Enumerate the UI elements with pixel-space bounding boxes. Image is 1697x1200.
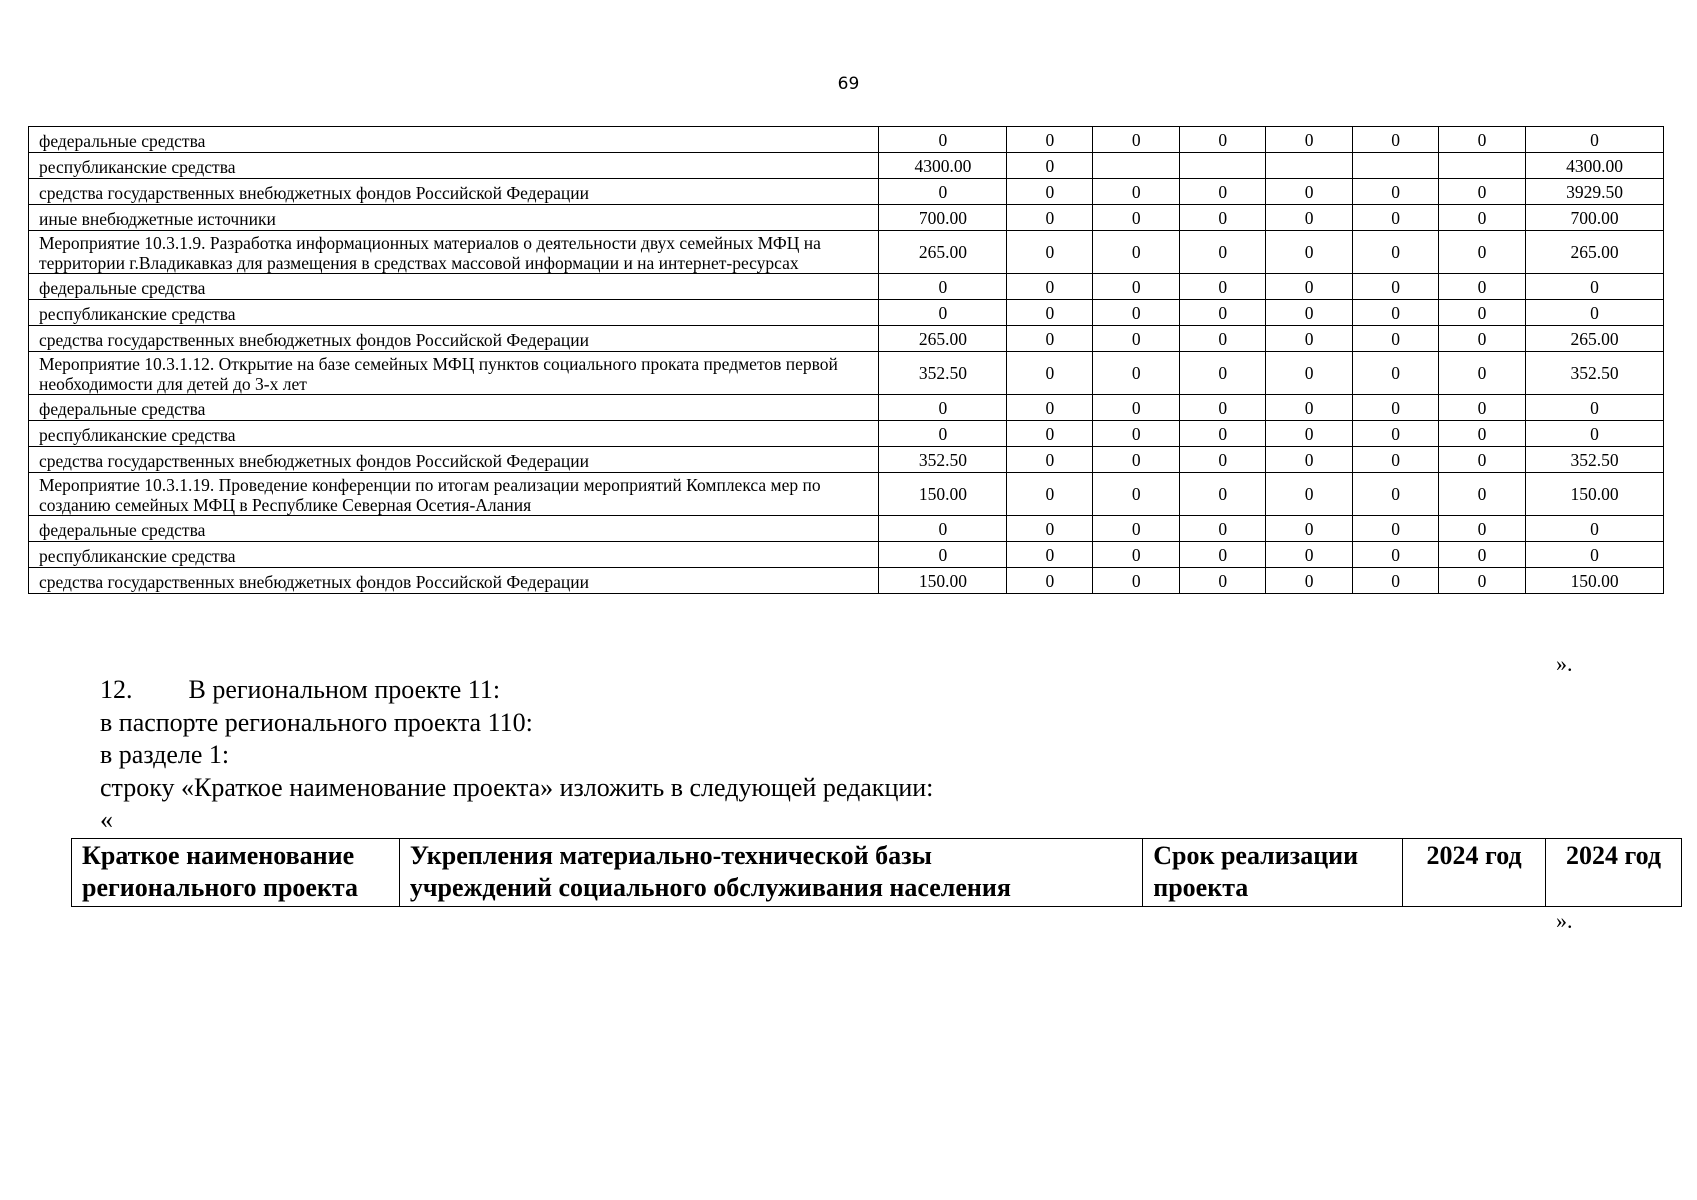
- value-cell: 0: [1353, 127, 1439, 153]
- value-cell: 0: [1093, 274, 1180, 300]
- end-year-cell: 2024 год: [1546, 839, 1682, 907]
- value-cell: 0: [1093, 205, 1180, 231]
- value-cell: 265.00: [879, 326, 1007, 352]
- value-cell: 0: [1007, 395, 1093, 421]
- row-label: средства государственных внебюджетных фондов Российской Федерации: [29, 447, 879, 473]
- term-label: Срок реализации: [1153, 841, 1359, 870]
- value-cell: 0: [1007, 300, 1093, 326]
- value-cell: 0: [1439, 326, 1526, 352]
- value-cell: 0: [1266, 300, 1353, 326]
- table-row: [29, 352, 1664, 395]
- value-cell: 0: [1007, 421, 1093, 447]
- value-cell: 0: [1353, 300, 1439, 326]
- value-cell: 0: [1180, 421, 1266, 447]
- paragraph-number: 12.: [100, 675, 133, 704]
- value-cell: 0: [1007, 153, 1093, 179]
- short-name-label: Краткое наименование: [82, 841, 355, 870]
- value-cell: 0: [879, 300, 1007, 326]
- value-cell: 0: [1007, 473, 1093, 516]
- value-cell: 0: [1007, 205, 1093, 231]
- value-cell: 0: [1439, 542, 1526, 568]
- value-cell: 150.00: [879, 568, 1007, 594]
- page-number: 69: [837, 74, 860, 94]
- value-cell: 4300.00: [879, 153, 1007, 179]
- value-cell: 700.00: [1526, 205, 1664, 231]
- value-cell: 0: [1439, 205, 1526, 231]
- value-cell: 0: [1439, 179, 1526, 205]
- value-cell: 0: [1439, 300, 1526, 326]
- value-cell: 0: [1180, 542, 1266, 568]
- term-label: проекта: [1153, 873, 1249, 902]
- value-cell: 0: [1266, 352, 1353, 395]
- value-cell: 0: [1007, 179, 1093, 205]
- value-cell: 0: [879, 179, 1007, 205]
- short-name-label-cell: [72, 839, 400, 907]
- value-cell: 0: [1353, 326, 1439, 352]
- value-cell: 0: [1093, 542, 1180, 568]
- value-cell: 0: [1439, 127, 1526, 153]
- row-label: федеральные средства: [29, 127, 879, 153]
- paragraph-line: строку «Краткое наименование проекта» изложить в следующей редакции:: [100, 772, 934, 802]
- row-label: федеральные средства: [29, 274, 879, 300]
- value-cell: 0: [1526, 300, 1664, 326]
- value-cell: 352.50: [879, 352, 1007, 395]
- value-cell: 0: [1526, 542, 1664, 568]
- row-label: средства государственных внебюджетных фондов Российской Федерации: [29, 179, 879, 205]
- opening-quote: «: [100, 805, 113, 834]
- value-cell: 0: [1180, 205, 1266, 231]
- value-cell: [1353, 153, 1439, 179]
- value-cell: 0: [1093, 516, 1180, 542]
- row-label: республиканские средства: [29, 300, 879, 326]
- project-name-row: [72, 839, 1682, 907]
- row-label: средства государственных внебюджетных фондов Российской Федерации: [29, 326, 879, 352]
- paragraph-line: в разделе 1:: [100, 740, 230, 769]
- value-cell: 0: [1526, 274, 1664, 300]
- value-cell: 0: [879, 395, 1007, 421]
- table-row: [29, 127, 1664, 153]
- value-cell: 0: [1093, 326, 1180, 352]
- value-cell: 0: [1439, 231, 1526, 274]
- value-cell: 0: [1180, 326, 1266, 352]
- value-cell: 4300.00: [1526, 153, 1664, 179]
- value-cell: 0: [1180, 447, 1266, 473]
- value-cell: 0: [1353, 395, 1439, 421]
- value-cell: 0: [1093, 447, 1180, 473]
- value-cell: 0: [879, 274, 1007, 300]
- value-cell: 0: [1266, 473, 1353, 516]
- value-cell: 0: [1093, 568, 1180, 594]
- budget-table-body: [29, 127, 1664, 594]
- value-cell: 0: [1353, 179, 1439, 205]
- value-cell: [1266, 153, 1353, 179]
- value-cell: 0: [1353, 447, 1439, 473]
- value-cell: 265.00: [1526, 326, 1664, 352]
- value-cell: 0: [1266, 395, 1353, 421]
- value-cell: 150.00: [879, 473, 1007, 516]
- value-cell: 0: [879, 421, 1007, 447]
- table-row: [29, 179, 1664, 205]
- value-cell: 0: [1266, 127, 1353, 153]
- value-cell: 0: [1007, 127, 1093, 153]
- table-row: [29, 395, 1664, 421]
- value-cell: 0: [1180, 568, 1266, 594]
- value-cell: 0: [1180, 473, 1266, 516]
- project-name-table: [71, 838, 1682, 907]
- value-cell: 0: [1007, 352, 1093, 395]
- value-cell: 0: [1180, 231, 1266, 274]
- value-cell: 0: [1093, 421, 1180, 447]
- value-cell: 0: [1353, 231, 1439, 274]
- value-cell: 0: [1439, 447, 1526, 473]
- value-cell: 0: [879, 127, 1007, 153]
- value-cell: 0: [1007, 516, 1093, 542]
- table-row: [29, 205, 1664, 231]
- row-label: Мероприятие 10.3.1.9. Разработка информационных материалов о деятельности двух семейных МФЦ на территории г.Владикавказ для размещения в средствах массовой информации и на интернет-ресурсах: [29, 231, 879, 274]
- budget-table: [28, 126, 1664, 594]
- table-row: [29, 568, 1664, 594]
- row-label: федеральные средства: [29, 395, 879, 421]
- value-cell: 352.50: [1526, 447, 1664, 473]
- value-cell: 0: [1439, 516, 1526, 542]
- row-label: иные внебюджетные источники: [29, 205, 879, 231]
- value-cell: 0: [1093, 127, 1180, 153]
- value-cell: 0: [1266, 447, 1353, 473]
- start-year-cell: 2024 год: [1403, 839, 1546, 907]
- value-cell: 3929.50: [1526, 179, 1664, 205]
- row-label: республиканские средства: [29, 421, 879, 447]
- row-label: федеральные средства: [29, 516, 879, 542]
- value-cell: 0: [1266, 274, 1353, 300]
- value-cell: 0: [1439, 421, 1526, 447]
- value-cell: 0: [1007, 274, 1093, 300]
- amendment-text: [100, 674, 933, 837]
- value-cell: 0: [1093, 395, 1180, 421]
- paragraph-heading: [100, 674, 933, 707]
- value-cell: 0: [1526, 127, 1664, 153]
- value-cell: 0: [1266, 326, 1353, 352]
- value-cell: 0: [1353, 473, 1439, 516]
- value-cell: 0: [1007, 568, 1093, 594]
- value-cell: 0: [1266, 421, 1353, 447]
- value-cell: 0: [1526, 421, 1664, 447]
- short-name-value-cell: [399, 839, 1142, 907]
- value-cell: 0: [1439, 274, 1526, 300]
- value-cell: 0: [1180, 179, 1266, 205]
- row-label: республиканские средства: [29, 153, 879, 179]
- table-row: [29, 473, 1664, 516]
- short-name-value: Укрепления материально-технической базы: [409, 841, 932, 870]
- value-cell: 0: [1266, 568, 1353, 594]
- value-cell: 0: [1180, 352, 1266, 395]
- value-cell: 352.50: [1526, 352, 1664, 395]
- table-row: [29, 421, 1664, 447]
- value-cell: 0: [1353, 516, 1439, 542]
- value-cell: 0: [1266, 542, 1353, 568]
- value-cell: [1180, 153, 1266, 179]
- value-cell: 150.00: [1526, 568, 1664, 594]
- value-cell: 0: [1353, 274, 1439, 300]
- value-cell: 0: [1007, 542, 1093, 568]
- table-row: [29, 300, 1664, 326]
- value-cell: 0: [1093, 179, 1180, 205]
- value-cell: 0: [1439, 352, 1526, 395]
- value-cell: 0: [1007, 326, 1093, 352]
- row-label: Мероприятие 10.3.1.19. Проведение конференции по итогам реализации мероприятий Комплекса мер по созданию семейных МФЦ в Республике Северная Осетия-Алания: [29, 473, 879, 516]
- value-cell: 0: [1266, 231, 1353, 274]
- row-label: Мероприятие 10.3.1.12. Открытие на базе семейных МФЦ пунктов социального проката предметов первой необходимости для детей до 3-х лет: [29, 352, 879, 395]
- value-cell: 0: [1093, 473, 1180, 516]
- value-cell: 0: [1526, 395, 1664, 421]
- value-cell: 0: [1266, 179, 1353, 205]
- value-cell: [1093, 153, 1180, 179]
- value-cell: 0: [1266, 516, 1353, 542]
- value-cell: 700.00: [879, 205, 1007, 231]
- value-cell: 0: [1093, 231, 1180, 274]
- value-cell: 0: [879, 542, 1007, 568]
- value-cell: 352.50: [879, 447, 1007, 473]
- value-cell: 0: [1439, 568, 1526, 594]
- value-cell: 0: [1353, 352, 1439, 395]
- value-cell: 0: [1439, 395, 1526, 421]
- value-cell: 0: [1353, 542, 1439, 568]
- value-cell: 265.00: [879, 231, 1007, 274]
- value-cell: 0: [1007, 447, 1093, 473]
- value-cell: 0: [1439, 473, 1526, 516]
- closing-quote: ».: [1556, 651, 1573, 676]
- value-cell: 150.00: [1526, 473, 1664, 516]
- value-cell: 0: [1007, 231, 1093, 274]
- table-row: [29, 447, 1664, 473]
- value-cell: [1439, 153, 1526, 179]
- table-row: [29, 231, 1664, 274]
- value-cell: 0: [1353, 568, 1439, 594]
- term-label-cell: [1143, 839, 1403, 907]
- value-cell: 265.00: [1526, 231, 1664, 274]
- value-cell: 0: [1093, 352, 1180, 395]
- short-name-value: учреждений социального обслуживания населения: [409, 873, 1011, 902]
- table-row: [29, 516, 1664, 542]
- value-cell: 0: [1180, 274, 1266, 300]
- table-row: [29, 326, 1664, 352]
- value-cell: 0: [879, 516, 1007, 542]
- closing-quote: ».: [1556, 908, 1573, 933]
- table-row: [29, 274, 1664, 300]
- short-name-label: регионального проекта: [82, 873, 359, 902]
- table-row: [29, 542, 1664, 568]
- value-cell: 0: [1266, 205, 1353, 231]
- value-cell: 0: [1180, 300, 1266, 326]
- paragraph-line: в паспорте регионального проекта 110:: [100, 707, 533, 737]
- paragraph-line: В региональном проекте 11:: [188, 675, 501, 704]
- row-label: средства государственных внебюджетных фондов Российской Федерации: [29, 568, 879, 594]
- value-cell: 0: [1093, 300, 1180, 326]
- table-row: [29, 153, 1664, 179]
- value-cell: 0: [1353, 421, 1439, 447]
- value-cell: 0: [1353, 205, 1439, 231]
- row-label: республиканские средства: [29, 542, 879, 568]
- value-cell: 0: [1180, 516, 1266, 542]
- value-cell: 0: [1180, 127, 1266, 153]
- value-cell: 0: [1526, 516, 1664, 542]
- value-cell: 0: [1180, 395, 1266, 421]
